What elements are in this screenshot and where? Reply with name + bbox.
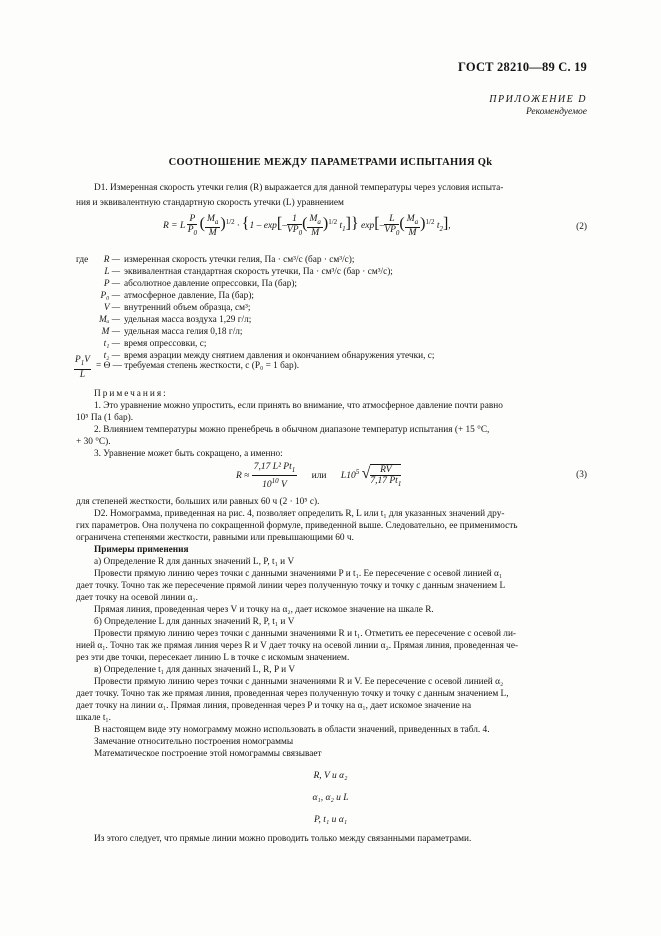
equation-3-or: или [311, 471, 327, 482]
definition-symbol: M — [101, 327, 120, 337]
d1-line-1: D1. Измеренная скорость утечки гелия (R) выражается для данной температуры через условия испыта- [94, 183, 504, 193]
appendix-status: Рекомендуемое [525, 107, 587, 117]
definition-text: время аэрации между снятием давления и окончанием обнаружения утечки, с; [124, 351, 435, 361]
definition-symbol: V — [103, 303, 120, 313]
example-b-title: б) Определение L для данных значений R, P, t₁ и V [94, 617, 295, 627]
notes-heading: Примечания: [94, 389, 168, 399]
definition-text: внутренний объем образца, см³; [124, 303, 251, 313]
definition-symbol: t₂ — [103, 351, 120, 361]
example-c-line-3: дает точку на линии α₁. Прямая линия, проведенная через P и точку на α₁, дает искомое значение на [76, 701, 472, 711]
example-b-line-3: рез эти две точки, пересекает линию L в точке с искомым значением. [76, 653, 350, 663]
note-1-line-1: 1. Это уравнение можно упростить, если принять во внимание, что атмосферное давление почти равно [94, 401, 503, 411]
definition-text: измеренная скорость утечки гелия, Па · см³/с (бар · см³/с); [124, 255, 355, 265]
definition-symbol: R — [103, 255, 120, 265]
note-2-line-2: + 30 °С). [76, 437, 111, 447]
note-2-line-1: 2. Влиянием температуры можно пренебречь в обычном диапазоне температур испытания (+ 15 °С, [94, 425, 490, 435]
theta-fraction: $P_1V$ L [75, 355, 90, 380]
example-b-line-2: нией α₁. Точно так же прямая линия через R и V дает точку на осевой линии α₂. Прямая линия, проведенная че- [76, 641, 519, 651]
page-header: ГОСТ 28210—89 С. 19 [458, 60, 587, 74]
d2-line-3: ограничена степенями жесткости, равными или превышающими 60 ч. [76, 533, 354, 543]
example-a-line-3: дает точку на осевой линии α₂. [76, 593, 198, 603]
example-b-line-1: Провести прямую линию через точки с данными значениями R и t₁. Отметить ее пересечение с осевой ли- [94, 629, 517, 639]
equation-2-number: (2) [576, 222, 587, 232]
d2-line-2: гих параметров. Она получена по сокращенной формуле, приведенной выше. Следовательно, ее применимость [76, 521, 518, 531]
definitions-list [86, 255, 586, 375]
appendix-label: ПРИЛОЖЕНИЕ D [489, 94, 587, 105]
definition-text: эквивалентная стандартная скорость утечки, Па · см³/с (бар · см³/с); [124, 267, 393, 277]
definition-symbol: P — [103, 279, 120, 289]
relation-1: R, V и α₂ [313, 771, 348, 781]
theta-definition: = Θ — требуемая степень жесткости, с (P₀ = 1 бар). [96, 361, 300, 371]
relation-3: P, t₁ и α₁ [313, 815, 348, 825]
example-a-title: а) Определение R для данных значений L, P, t₁ и V [94, 557, 295, 567]
note-3: 3. Уравнение может быть сокращено, а именно: [94, 449, 283, 459]
equation-3: R ≈ $\frac{7,17 L^2 Pt_1}{10^{10} V}$ или $L10^5$ √ $\frac{RV}{7,17 Pt_1}$ [236, 462, 402, 491]
definition-symbol: Mₐ — [98, 315, 120, 325]
example-c-title: в) Определение t₁ для данных значений L, R, P и V [94, 665, 296, 675]
relation-2: α₁, α₂ и L [312, 793, 349, 803]
example-a-line-4: Прямая линия, проведенная через V и точку на α₂, дает искомое значение на шкале R. [94, 605, 434, 615]
equation-3-number: (3) [576, 470, 587, 480]
example-c-line-2: дает точку. Точно так же прямая линия, проведенная через полученную точку и точку с данным значением L, [76, 689, 509, 699]
example-c-line-1: Провести прямую линию через точки с данными значениями R и V. Ее пересечение с осевой линией α₂ [94, 677, 504, 687]
where-label: где [76, 255, 89, 265]
note-1-line-2: 10⁵ Па (1 бар). [76, 413, 134, 423]
range-statement: В настоящем виде эту номограмму можно использовать в области значений, приведенных в табл. 4. [94, 725, 490, 735]
example-c-line-4: шкале t₁. [76, 713, 111, 723]
example-a-line-2: дает точку. Точно так же пересечение прямой линии через полученную точку и точку с данным значением L [76, 581, 506, 591]
math-statement: Математическое построение этой номограммы связывает [94, 749, 322, 759]
definition-text: удельная масса гелия 0,18 г/л; [124, 327, 243, 337]
definition-text: удельная масса воздуха 1,29 г/л; [124, 315, 252, 325]
remark-heading: Замечание относительно построения номограммы [94, 737, 294, 747]
notes-after: для степеней жесткости, больших или равных 60 ч (2 · 10⁵ с). [76, 497, 320, 507]
definition-text: атмосферное давление, Па (бар); [124, 291, 254, 301]
definition-symbol: t₁ — [103, 339, 120, 349]
d1-line-2: ния и эквивалентную стандартную скорость утечки (L) уравнением [76, 198, 344, 208]
definition-symbol: L — [104, 267, 120, 277]
d2-line-1: D2. Номограмма, приведенная на рис. 4, позволяет определить R, L или t₁ для указанных значений дру- [94, 509, 505, 519]
definition-symbol: P₀ — [100, 291, 120, 301]
conclusion: Из этого следует, что прямые линии можно проводить только между связанными параметрами. [94, 834, 472, 844]
definition-text: время опрессовки, с; [124, 339, 207, 349]
section-title: СООТНОШЕНИЕ МЕЖДУ ПАРАМЕТРАМИ ИСПЫТАНИЯ Qk [168, 157, 493, 168]
example-a-line-1: Провести прямую линию через точки с данными значениями P и t₁. Ее пересечение с осевой линией α₁ [94, 569, 503, 579]
definition-text: абсолютное давление опрессовки, Па (бар); [124, 279, 298, 289]
equation-2: R = L $\frac{P}{P_0}$ ( $\frac{M_a}{M}$ )$^{1/2}$ · {1 – exp[– $\frac{1}{VP_0}$ ( $\frac{M_a}{M}$ )$^{1/2}$ $t_1$]} exp[– $\frac{L}{VP_0}$ ( $\frac{M_a}{M}$ )$^{1/2}$ $t_2$], [163, 214, 451, 238]
examples-heading: Примеры применения [94, 545, 189, 555]
